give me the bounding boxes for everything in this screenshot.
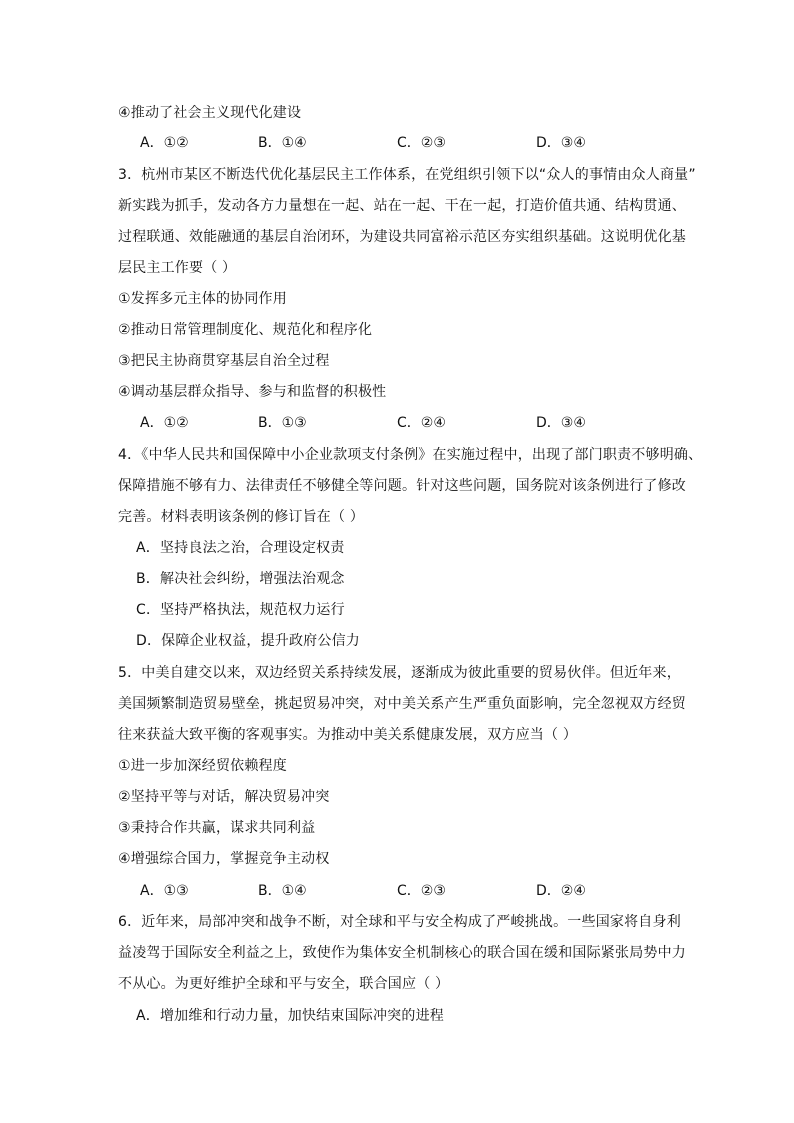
q3-stem-line-1: 3．杭州市某区不断迭代优化基层民主工作体系，在党组织引领下以“众人的事情由众人商量” [118,167,696,183]
q3-stem-line-4: 层民主工作要（ ） [118,260,237,276]
q5-option-d: D．②④ [536,883,586,899]
q6-option-a: A．增加维和行动力量，加快结束国际冲突的进程 [136,1008,444,1024]
q3-option-c: C．②④ [397,415,446,431]
q3-item-3: ③把民主协商贯穿基层自治全过程 [118,353,330,369]
q5-stem-line-1: 5．中美自建交以来，双边经贸关系持续发展，逐渐成为彼此重要的贸易伙伴。但近年来， [118,665,681,681]
q2-option-b: B．①④ [258,135,307,151]
q4-stem-line-3: 完善。材料表明该条例的修订旨在（ ） [118,509,365,525]
q5-option-a: A．①③ [140,883,189,899]
q5-option-b: B．①④ [258,883,307,899]
q2-item-4: ④推动了社会主义现代化建设 [118,105,302,121]
q6-stem-line-3: 不从心。为更好维护全球和平与安全，联合国应（ ） [118,976,450,992]
q5-item-3: ③秉持合作共赢，谋求共同利益 [118,820,316,836]
q4-option-c: C．坚持严格执法，规范权力运行 [136,602,345,618]
q6-stem-line-1: 6．近年来，局部冲突和战争不断，对全球和平与安全构成了严峻挑战。一些国家将自身利 [118,914,681,930]
q5-stem-line-3: 往来获益大致平衡的客观事实。为推动中美关系健康发展，双方应当（ ） [118,727,578,743]
q4-stem-line-1: 4．《中华人民共和国保障中小企业款项支付条例》在实施过程中，出现了部门职责不够明确、 [118,447,703,463]
q3-option-d: D．③④ [536,415,586,431]
q5-item-4: ④增强综合国力，掌握竞争主动权 [118,851,330,867]
q2-option-c: C．②③ [397,135,446,151]
q3-item-2: ②推动日常管理制度化、规范化和程序化 [118,322,373,338]
q3-stem-line-2: 新实践为抓手，发动各方力量想在一起、站在一起、干在一起，打造价值共通、结构贯通、 [118,198,686,214]
q5-option-c: C．②③ [397,883,446,899]
q6-stem-line-2: 益凌驾于国际安全利益之上，致使作为集体安全机制核心的联合国在缓和国际紧张局势中力 [118,945,686,961]
q5-stem-line-2: 美国频繁制造贸易壁垒，挑起贸易冲突，对中美关系产生严重负面影响，完全忽视双方经贸 [118,696,686,712]
q5-item-2: ②坚持平等与对话，解决贸易冲突 [118,789,330,805]
q4-stem-line-2: 保障措施不够有力、法律责任不够健全等问题。针对这些问题，国务院对该条例进行了修改 [118,478,686,494]
q3-item-1: ①发挥多元主体的协同作用 [118,291,287,307]
q3-stem-line-3: 过程联通、效能融通的基层自治闭环，为建设共同富裕示范区夯实组织基础。这说明优化基 [118,229,686,245]
q5-item-1: ①进一步加深经贸依赖程度 [118,758,287,774]
q2-option-d: D．③④ [536,135,586,151]
q2-option-a: A．①② [140,135,189,151]
q4-option-b: B．解决社会纠纷，增强法治观念 [136,571,345,587]
q4-option-a: A．坚持良法之治，合理设定权责 [136,540,345,556]
q3-option-b: B．①③ [258,415,307,431]
q3-option-a: A．①② [140,415,189,431]
q4-option-d: D．保障企业权益，提升政府公信力 [136,633,360,649]
q3-item-4: ④调动基层群众指导、参与和监督的积极性 [118,384,387,400]
